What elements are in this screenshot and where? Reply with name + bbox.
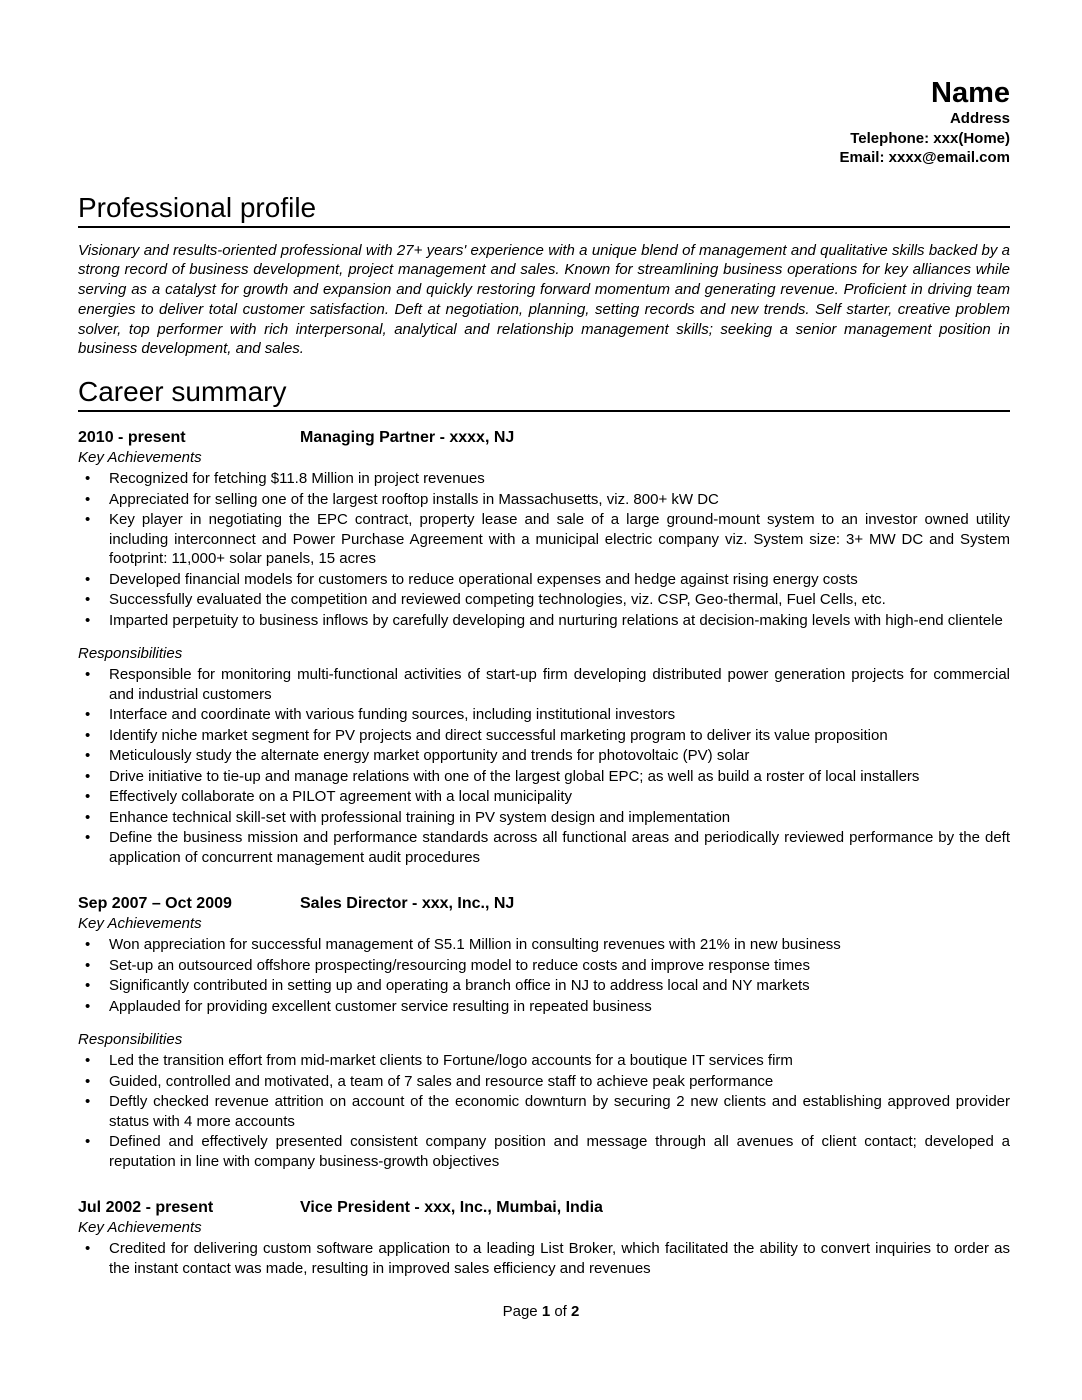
responsibility-item: • Meticulously study the alternate energy market opportunity and trends for photovoltaic (PV) solar — [78, 746, 1010, 766]
achievements-list — [78, 935, 1010, 1016]
achievement-item: • Won appreciation for successful management of S5.1 Million in consulting revenues with 21% in new business — [78, 935, 1010, 955]
achievement-item: • Significantly contributed in setting up and operating a branch office in NJ to address local and NY markets — [78, 976, 1010, 996]
key-achievements-label: Key Achievements — [78, 915, 202, 933]
responsibilities-list — [78, 665, 1010, 867]
achievements-list — [78, 1239, 1010, 1278]
telephone-line: Telephone: xxx(Home) — [850, 129, 1010, 147]
contact-block — [78, 0, 1010, 168]
achievement-item: • Applauded for providing excellent customer service resulting in repeated business — [78, 997, 1010, 1017]
responsibilities-label: Responsibilities — [78, 1031, 183, 1049]
job-title: Managing Partner - xxxx, NJ — [300, 429, 515, 447]
job-title: Vice President - xxx, Inc., Mumbai, India — [300, 1199, 603, 1217]
responsibility-item: • Define the business mission and performance standards across all functional areas and periodically reviewed performance by the deft application of concurrent management audit procedures — [78, 828, 1010, 867]
person-name: Name — [931, 77, 1010, 109]
job-dates: 2010 - present — [78, 429, 186, 447]
page-footer — [0, 1302, 1082, 1321]
responsibilities-label: Responsibilities — [78, 645, 183, 663]
career-section-heading: Career summary — [78, 377, 1010, 412]
responsibility-item: • Defined and effectively presented consistent company position and message through all avenues of client contact; developed a reputation in line with company business-growth objectives — [78, 1132, 1010, 1171]
achievement-item: • Credited for delivering custom software application to a leading List Broker, which facilitated the ability to convert inquiries to order as the instant contact was made, resulting in improved sales efficiency and revenues — [78, 1239, 1010, 1278]
responsibility-item: • Enhance technical skill-set with professional training in PV system design and implementation — [78, 808, 1010, 828]
job-title: Sales Director - xxx, Inc., NJ — [300, 895, 515, 913]
responsibility-item: • Identify niche market segment for PV projects and direct successful marketing program to deliver its value proposition — [78, 726, 1010, 746]
responsibility-item: • Guided, controlled and motivated, a team of 7 sales and resource staff to achieve peak performance — [78, 1072, 1010, 1092]
responsibility-item: • Led the transition effort from mid-market clients to Fortune/logo accounts for a boutique IT services firm — [78, 1051, 1010, 1071]
key-achievements-label: Key Achievements — [78, 449, 202, 467]
footer-of-word: of — [554, 1303, 567, 1320]
profile-summary-text: Visionary and results-oriented professional with 27+ years' experience with a unique blend of management and qualitative skills backed by a strong record of business development, project management and sales. Known for streamlining business operations for key alliances while serving as a catalyst for growth and expansion and quickly restoring forward momentum and generating revenue. Proficient in driving team energies to deliver total customer satisfaction. Deft at negotiation, planning, setting records and new trends. Self starter, creative problem solver, top performer with rich interpersonal, analytical and relationship management skills; seeking a senior management position in business development, and sales. — [78, 241, 1010, 358]
responsibility-item: • Effectively collaborate on a PILOT agreement with a local municipality — [78, 787, 1010, 807]
responsibilities-list — [78, 1051, 1010, 1171]
responsibility-item: • Interface and coordinate with various funding sources, including institutional investors — [78, 705, 1010, 725]
footer-page-number: 1 — [541, 1303, 551, 1320]
key-achievements-label: Key Achievements — [78, 1219, 202, 1237]
achievement-item: • Appreciated for selling one of the largest rooftop installs in Massachusetts, viz. 800+ kW DC — [78, 490, 1010, 510]
email-line: Email: xxxx@email.com — [839, 149, 1010, 166]
achievement-item: • Successfully evaluated the competition and reviewed competing technologies, viz. CSP, Geo-thermal, Fuel Cells, etc. — [78, 590, 1010, 610]
achievement-item: • Key player in negotiating the EPC contract, property lease and sale of a large ground-mount system to an investor owned utility including interconnect and Power Purchase Agreement with a municipal electric company viz. System size: 3+ MW DC and System footprint: 11,000+ solar panels, 15 acres — [78, 510, 1010, 569]
job-entry-sales-director — [78, 894, 1010, 1171]
achievements-list — [78, 469, 1010, 630]
achievement-item: • Developed financial models for customers to reduce operational expenses and hedge against rising energy costs — [78, 570, 1010, 590]
responsibility-item: • Drive initiative to tie-up and manage relations with one of the largest global EPC; as well as build a roster of local installers — [78, 767, 1010, 787]
job-dates: Jul 2002 - present — [78, 1199, 214, 1217]
job-header — [78, 1198, 1010, 1217]
address-line: Address — [949, 110, 1010, 127]
responsibility-item: • Responsible for monitoring multi-functional activities of start-up firm developing distributed power generation projects for commercial and industrial customers — [78, 665, 1010, 704]
footer-total-pages: 2 — [571, 1303, 580, 1320]
profile-section-heading: Professional profile — [78, 193, 1010, 228]
achievement-item: • Imparted perpetuity to business inflows by carefully developing and nurturing relations at decision-making levels with high-end clientele — [78, 611, 1010, 631]
responsibility-item: • Deftly checked revenue attrition on account of the economic downturn by securing 2 new clients and establishing approved provider status with 4 more accounts — [78, 1092, 1010, 1131]
job-entry-managing-partner — [78, 428, 1010, 867]
footer-page-word: Page — [502, 1303, 538, 1320]
achievement-item: • Recognized for fetching $11.8 Million in project revenues — [78, 469, 1010, 489]
job-dates: Sep 2007 – Oct 2009 — [78, 895, 232, 913]
job-header — [78, 428, 1010, 447]
job-header — [78, 894, 1010, 913]
achievement-item: • Set-up an outsourced offshore prospecting/resourcing model to reduce costs and improve response times — [78, 956, 1010, 976]
job-entry-vice-president — [78, 1198, 1010, 1278]
